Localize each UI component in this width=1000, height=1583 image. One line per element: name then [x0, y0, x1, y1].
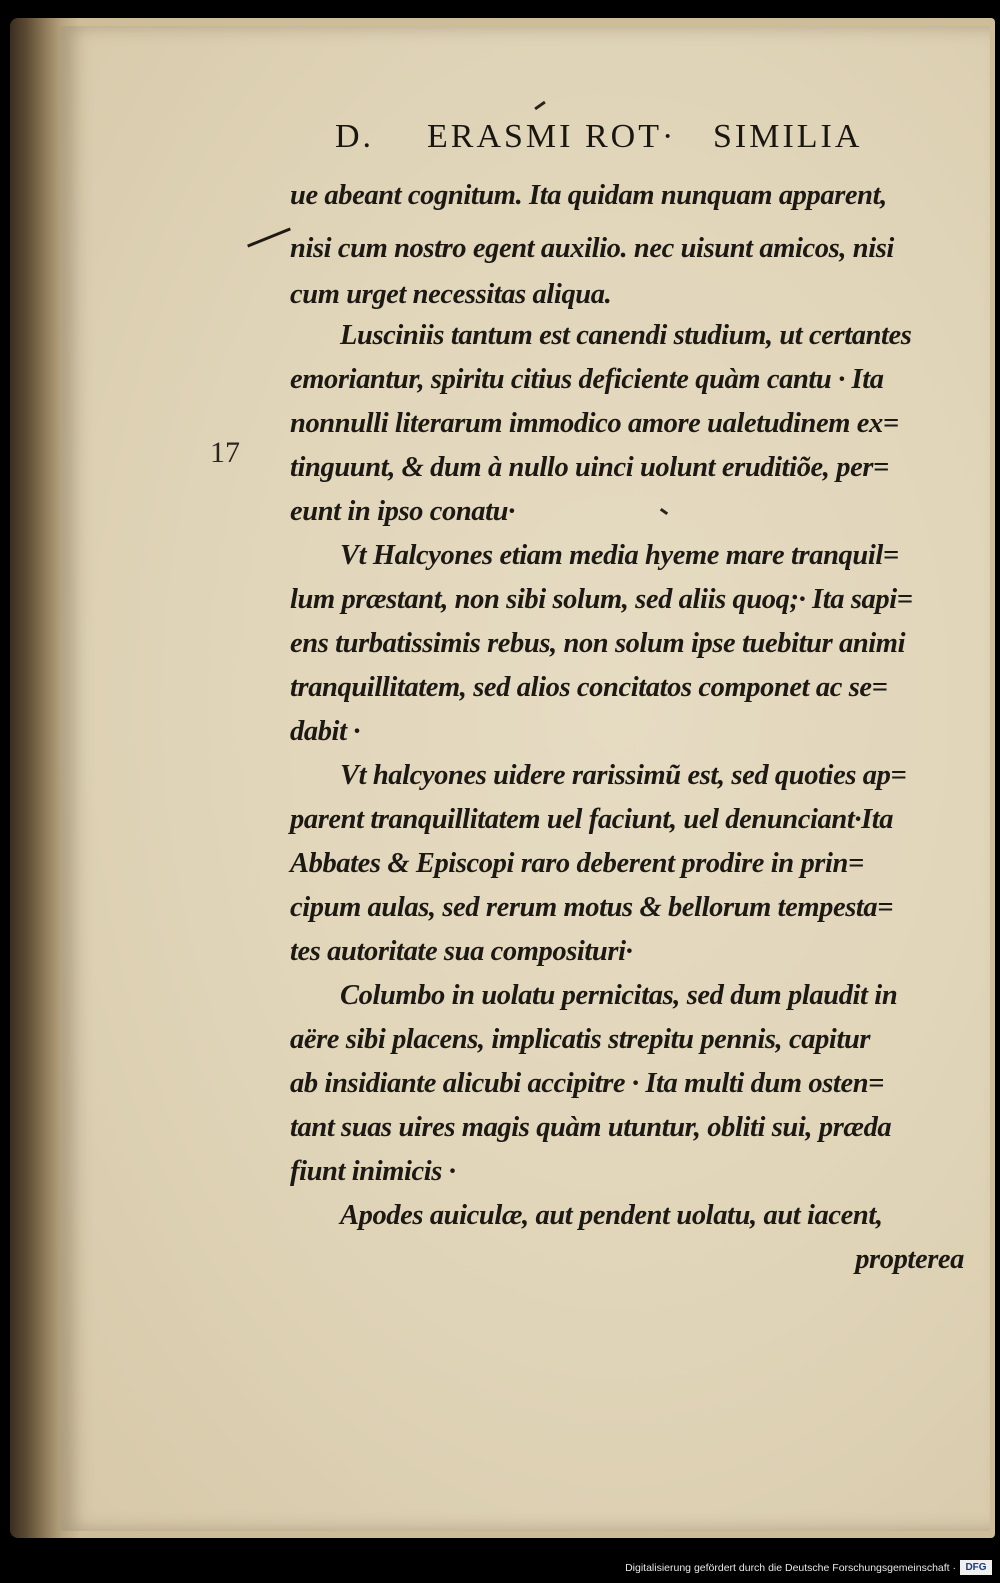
text-line: Lusciniis tantum est canendi studium, ut certantes — [340, 320, 912, 351]
text-line: aëre sibi placens, implicatis strepitu pennis, capitur — [290, 1024, 871, 1055]
text-line: Vt Halcyones etiam media hyeme mare tranquil= — [340, 540, 899, 571]
text-line: lum præstant, non sibi solum, sed aliis quoq;· Ita sapi= — [290, 584, 913, 615]
margin-annotation-number: 17 — [210, 436, 240, 469]
text-line: cum urget necessitas aliqua. — [290, 279, 612, 310]
text-line: dabit · — [290, 716, 361, 747]
digitization-credit: Digitalisierung gefördert durch die Deutsche Forschungsgemeinschaft · — [625, 1562, 956, 1574]
text-line: ue abeant cognitum. Ita quidam nunquam apparent, — [290, 180, 887, 211]
text-line: ens turbatissimis rebus, non solum ipse tuebitur animi — [290, 628, 906, 659]
header-similia: SIMILIA — [713, 118, 863, 155]
text-line: fiunt inimicis · — [290, 1156, 456, 1187]
header-d: D. — [335, 118, 375, 155]
text-line: tant suas uires magis quàm utuntur, obliti sui, præda — [290, 1112, 892, 1143]
text-line: tinguunt, & dum à nullo uinci uolunt eruditiõe, per= — [290, 452, 889, 483]
text-line: Abbates & Episcopi raro deberent prodire in prin= — [290, 848, 864, 879]
text-line: eunt in ipso conatu· — [290, 496, 515, 527]
text-line: tes autoritate sua composituri· — [290, 936, 633, 967]
running-header — [335, 118, 895, 162]
dfg-logo-icon: DFG — [960, 1560, 992, 1575]
text-line: Vt halcyones uidere rarissimũ est, sed quoties ap= — [340, 760, 907, 791]
text-line: emoriantur, spiritu citius deficiente quàm cantu · Ita — [290, 364, 884, 395]
text-line: Apodes auiculæ, aut pendent uolatu, aut iacent, — [340, 1200, 883, 1231]
catchword: propterea — [855, 1244, 964, 1275]
header-erasmi-rot: ERASMI ROT· — [427, 118, 677, 155]
text-line: nisi cum nostro egent auxilio. nec uisunt amicos, nisi — [290, 233, 894, 264]
text-line: tranquillitatem, sed alios concitatos componet ac se= — [290, 672, 888, 703]
text-line: ab insidiante alicubi accipitre · Ita multi dum osten= — [290, 1068, 884, 1099]
text-line: parent tranquillitatem uel faciunt, uel denunciant·Ita — [290, 804, 894, 835]
text-line: Columbo in uolatu pernicitas, sed dum plaudit in — [340, 980, 898, 1011]
text-line: nonnulli literarum immodico amore ualetudinem ex= — [290, 408, 899, 439]
text-line: cipum aulas, sed rerum motus & bellorum tempesta= — [290, 892, 894, 923]
